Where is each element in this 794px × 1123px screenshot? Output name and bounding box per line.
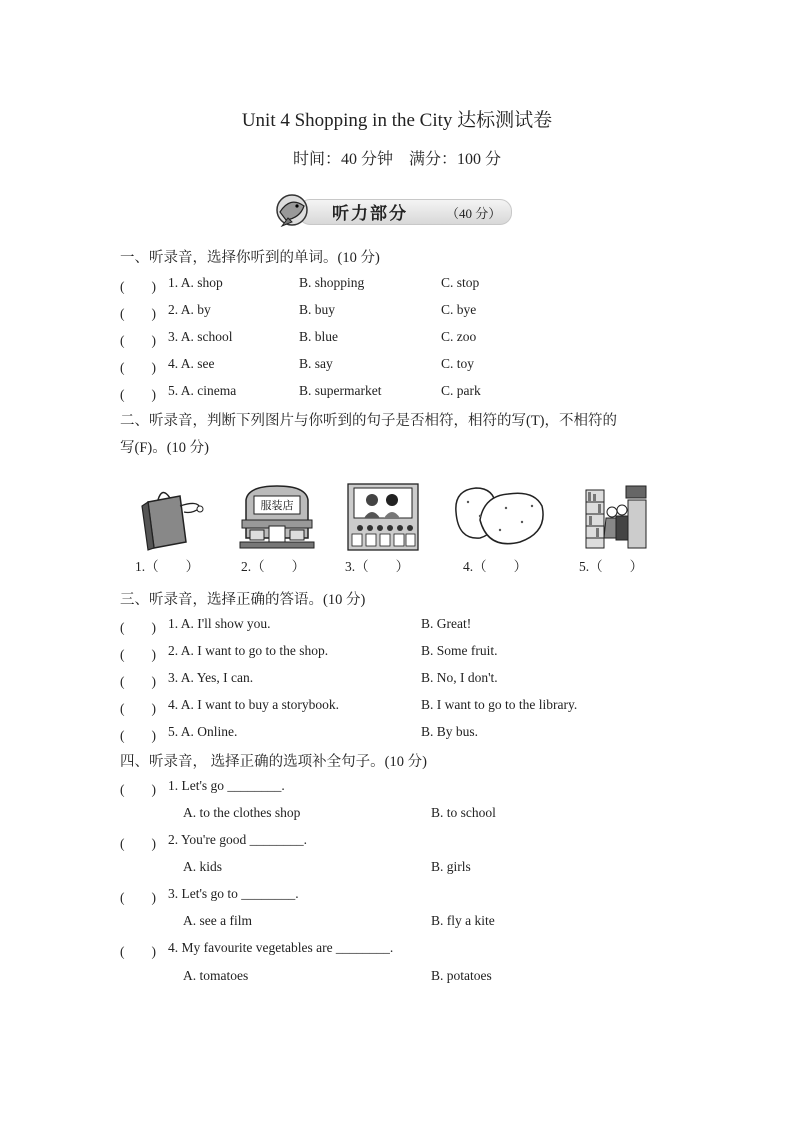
option-c: C. zoo (441, 329, 477, 344)
option-a: A. see a film (183, 913, 252, 928)
option-b: B. girls (431, 859, 471, 874)
picture-1-answer: 1.（ ） (135, 559, 200, 574)
answer-blank: ( ) (120, 728, 156, 743)
option-a: 4. A. I want to buy a storybook. (168, 697, 339, 712)
option-c: C. park (441, 383, 481, 398)
option-b: B. fly a kite (431, 913, 495, 928)
section-2-heading-line1: 二、听录音，判断下列图片与你听到的句子是否相符，相符的写(T)，不相符的 (120, 413, 618, 429)
section-1-heading: 一、听录音，选择你听到的单词。(10 分) (120, 250, 380, 266)
question-text: 1. Let's go ________. (168, 778, 285, 793)
option-c: C. bye (441, 302, 477, 317)
option-a: 3. A. Yes, I can. (168, 670, 254, 685)
option-a: 4. A. see (168, 356, 215, 371)
picture-5-answer: 5.（ ） (579, 559, 644, 574)
exam-info: 时间：40 分钟 满分：100 分 (292, 151, 501, 168)
option-b: B. potatoes (431, 968, 492, 983)
option-a: 1. A. shop (168, 275, 223, 290)
clothes-shop-picture (238, 482, 316, 552)
option-b: B. to school (431, 805, 496, 820)
library-picture (584, 482, 648, 550)
option-a: 3. A. school (168, 329, 233, 344)
section-4-heading: 四、听录音， 选择正确的选项补全句子。(10 分) (120, 754, 427, 770)
answer-blank: ( ) (120, 836, 156, 851)
section-2-heading-line2: 写(F)。(10 分) (120, 440, 210, 456)
option-c: C. toy (441, 356, 475, 371)
option-b: B. No, I don't. (421, 670, 498, 685)
banner-score: （40 分） (446, 206, 502, 221)
dolphin-icon (270, 190, 316, 230)
section-3-heading: 三、听录音，选择正确的答语。(10 分) (120, 592, 366, 608)
option-b: B. blue (299, 329, 338, 344)
answer-blank: ( ) (120, 306, 156, 321)
option-b: B. shopping (299, 275, 365, 290)
answer-blank: ( ) (120, 360, 156, 375)
option-b: B. By bus. (421, 724, 479, 739)
answer-blank: ( ) (120, 620, 156, 635)
option-c: C. stop (441, 275, 480, 290)
question-text: 4. My favourite vegetables are ________. (168, 940, 394, 955)
picture-4-answer: 4.（ ） (463, 559, 528, 574)
option-a: 2. A. by (168, 302, 211, 317)
answer-blank: ( ) (120, 782, 156, 797)
shop-sign-text: 服装店 (260, 499, 294, 512)
option-a: 5. A. cinema (168, 383, 237, 398)
answer-blank: ( ) (120, 647, 156, 662)
banner-label: 听力部分 (332, 204, 408, 224)
option-b: B. Great! (421, 616, 472, 631)
option-a: 5. A. Online. (168, 724, 238, 739)
potatoes-picture (450, 482, 550, 552)
option-b: B. supermarket (299, 383, 382, 398)
option-a: 1. A. I'll show you. (168, 616, 271, 631)
answer-blank: ( ) (120, 674, 156, 689)
cinema-picture (346, 482, 420, 552)
option-a: 2. A. I want to go to the shop. (168, 643, 329, 658)
option-a: A. tomatoes (183, 968, 249, 983)
answer-blank: ( ) (120, 333, 156, 348)
question-text: 2. You're good ________. (168, 832, 307, 847)
answer-blank: ( ) (120, 890, 156, 905)
answer-blank: ( ) (120, 387, 156, 402)
option-b: B. say (299, 356, 333, 371)
listening-banner (270, 190, 512, 230)
picture-3-answer: 3.（ ） (345, 559, 410, 574)
shopping-bag-picture (140, 482, 206, 552)
option-a: A. to the clothes shop (183, 805, 301, 820)
question-text: 3. Let's go to ________. (168, 886, 299, 901)
option-b: B. buy (299, 302, 336, 317)
option-b: B. Some fruit. (421, 643, 498, 658)
answer-blank: ( ) (120, 279, 156, 294)
option-b: B. I want to go to the library. (421, 697, 578, 712)
option-a: A. kids (183, 859, 223, 874)
answer-blank: ( ) (120, 701, 156, 716)
answer-blank: ( ) (120, 944, 156, 959)
page-title: Unit 4 Shopping in the City 达标测试卷 (241, 110, 553, 131)
picture-2-answer: 2.（ ） (241, 559, 306, 574)
